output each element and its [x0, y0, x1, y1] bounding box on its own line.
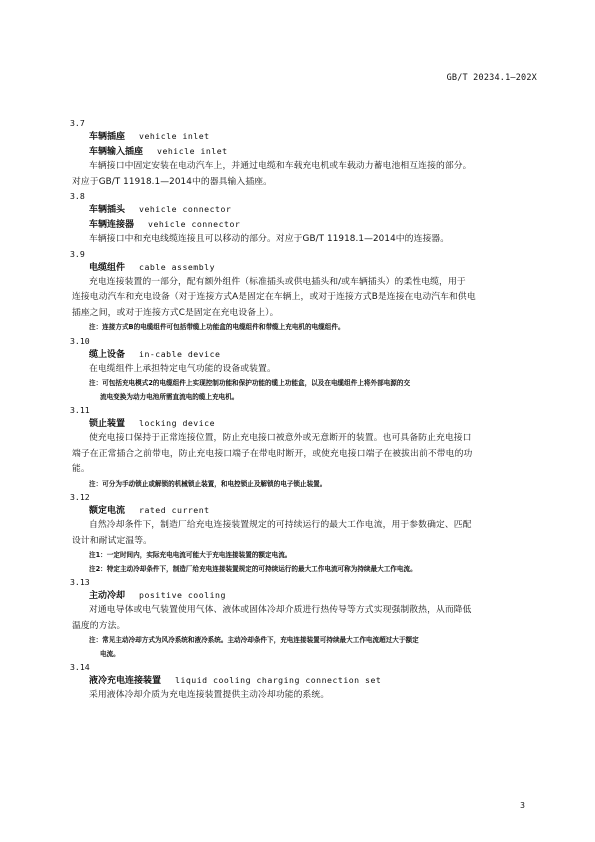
term-zh: 车辆连接器 [89, 220, 135, 230]
definition-line: 设计和耐试定温等。 [72, 535, 153, 546]
term-en: vehicle connector [139, 204, 232, 214]
term-row [89, 260, 542, 275]
term-zh: 主动冷却 [89, 591, 126, 601]
note-line: 注2：特定主动冷却条件下，制造厂给充电连接装置规定的可持续运行的最大工作电流可称为持续最大工作电流。 [89, 564, 417, 573]
definition-line: 使充电接口保持于正常连接位置，防止充电接口被意外或无意断开的装置。也可具备防止充电接口 [89, 433, 472, 443]
term-en: vehicle inlet [157, 146, 228, 156]
note-line: 注1：一定时间内，实际充电电流可能大于充电连接装置的额定电流。 [89, 551, 292, 559]
term-row [89, 202, 542, 217]
term-entry [72, 117, 542, 190]
term-en: in-cable device [139, 348, 221, 359]
term-zh: 车辆插头 [89, 205, 126, 215]
term-row [89, 129, 542, 144]
page-number: 3 [520, 801, 525, 810]
definition-line: 采用液体冷却介质为充电连接装置提供主动冷却功能的系统。 [89, 690, 330, 700]
definition-line: 在电缆组件上承担特定电气功能的设备或装置。 [89, 363, 276, 374]
definition-line: 对通电导体或电气装置使用气体、液体或固体冷却介质进行热传导等方式实现强制散热，从而降低 [89, 605, 472, 615]
term-zh: 液冷充电连接装置 [89, 676, 162, 686]
definition-line: 温度的方法。 [72, 620, 126, 631]
term-en: locking device [139, 418, 216, 428]
term-row [89, 217, 542, 232]
term-row [89, 588, 542, 603]
term-row [89, 347, 542, 362]
definition-line: 能。 [72, 464, 90, 474]
entry-number: 3.13 [70, 577, 90, 587]
term-entry [72, 661, 542, 704]
term-entry [72, 576, 542, 661]
definition-line: 插座之间，或对于连接方式C是固定在充电设备上）。 [72, 307, 279, 318]
term-zh: 缆上设备 [89, 349, 126, 360]
term-entry [72, 190, 542, 248]
term-zh: 锁止装置 [89, 419, 126, 429]
entry-number: 3.7 [70, 118, 85, 128]
term-zh: 车辆输入插座 [89, 147, 144, 157]
term-en: vehicle connector [148, 219, 241, 229]
note-line: 流电变换为动力电池所需直流电的缆上充电机。 [100, 392, 239, 401]
term-entry [72, 404, 542, 491]
entry-number: 3.10 [70, 335, 90, 346]
term-zh: 电缆组件 [89, 262, 126, 273]
document-body [72, 117, 542, 704]
term-row [89, 503, 542, 518]
entry-number: 3.14 [70, 662, 90, 672]
entry-number: 3.9 [70, 248, 85, 259]
definition-line: 车辆接口中和充电线缆连接且可以移动的部分。对应于GB/T 11918.1—2014中的连接器。 [89, 234, 450, 244]
term-zh: 额定电流 [89, 506, 126, 516]
note-line: 注：连接方式B的电缆组件可包括带缆上功能盒的电缆组件和带缆上充电机的电缆组件。 [89, 323, 345, 331]
definition-line: 端子在正常插合之前带电，防止充电接口端子在带电时断开，或使充电接口端子在被拔出前不带电的功 [72, 448, 473, 459]
note-line: 注：常见主动冷却方式为风冷系统和液冷系统。主动冷却条件下，充电连接装置可持续最大工作电流超过大于额定 [89, 636, 419, 644]
term-en: cable assembly [139, 261, 216, 272]
term-zh: 车辆插座 [89, 132, 126, 142]
document-code: GB/T 20234.1—202X [446, 73, 537, 83]
entry-number: 3.11 [70, 405, 90, 415]
term-entry [72, 335, 542, 405]
definition-line: 自然冷却条件下，制造厂给充电连接装置规定的可持续运行的最大工作电流，用于参数确定、匹配 [89, 520, 472, 530]
definition-line: 对应于GB/T 11918.1—2014中的器具输入插座。 [72, 176, 273, 187]
definition-line: 充电连接装置的一部分，配有额外组件（标准插头或供电插头和/或车辆插头）的柔性电缆，用于 [89, 276, 466, 287]
note-line: 电流。 [100, 649, 120, 658]
term-row [89, 144, 542, 159]
term-en: rated current [139, 505, 210, 515]
note-line: 注：可分为手动锁止或解锁的机械锁止装置，和电控锁止及解锁的电子锁止装置。 [89, 479, 327, 488]
entry-number: 3.8 [70, 191, 85, 201]
term-en: positive cooling [139, 590, 226, 600]
definition-line: 连接电动汽车和充电设备（对于连接方式A是固定在车辆上，或对于连接方式B是连接在电动汽车和供电 [72, 292, 476, 302]
term-row [89, 673, 542, 688]
entry-number: 3.12 [70, 492, 90, 502]
term-entry [72, 491, 542, 576]
term-en: vehicle inlet [139, 131, 210, 141]
term-en: liquid cooling charging connection set [175, 675, 382, 685]
term-entry [72, 248, 542, 335]
term-row [89, 416, 542, 431]
definition-line: 车辆接口中固定安装在电动汽车上，并通过电缆和车载充电机或车载动力蓄电池相互连接的部分。 [89, 161, 472, 171]
note-line: 注：可包括充电模式2的电缆组件上实现控制功能和保护功能的缆上功能盒，以及在电缆组件上将外部电源的交 [89, 379, 411, 387]
